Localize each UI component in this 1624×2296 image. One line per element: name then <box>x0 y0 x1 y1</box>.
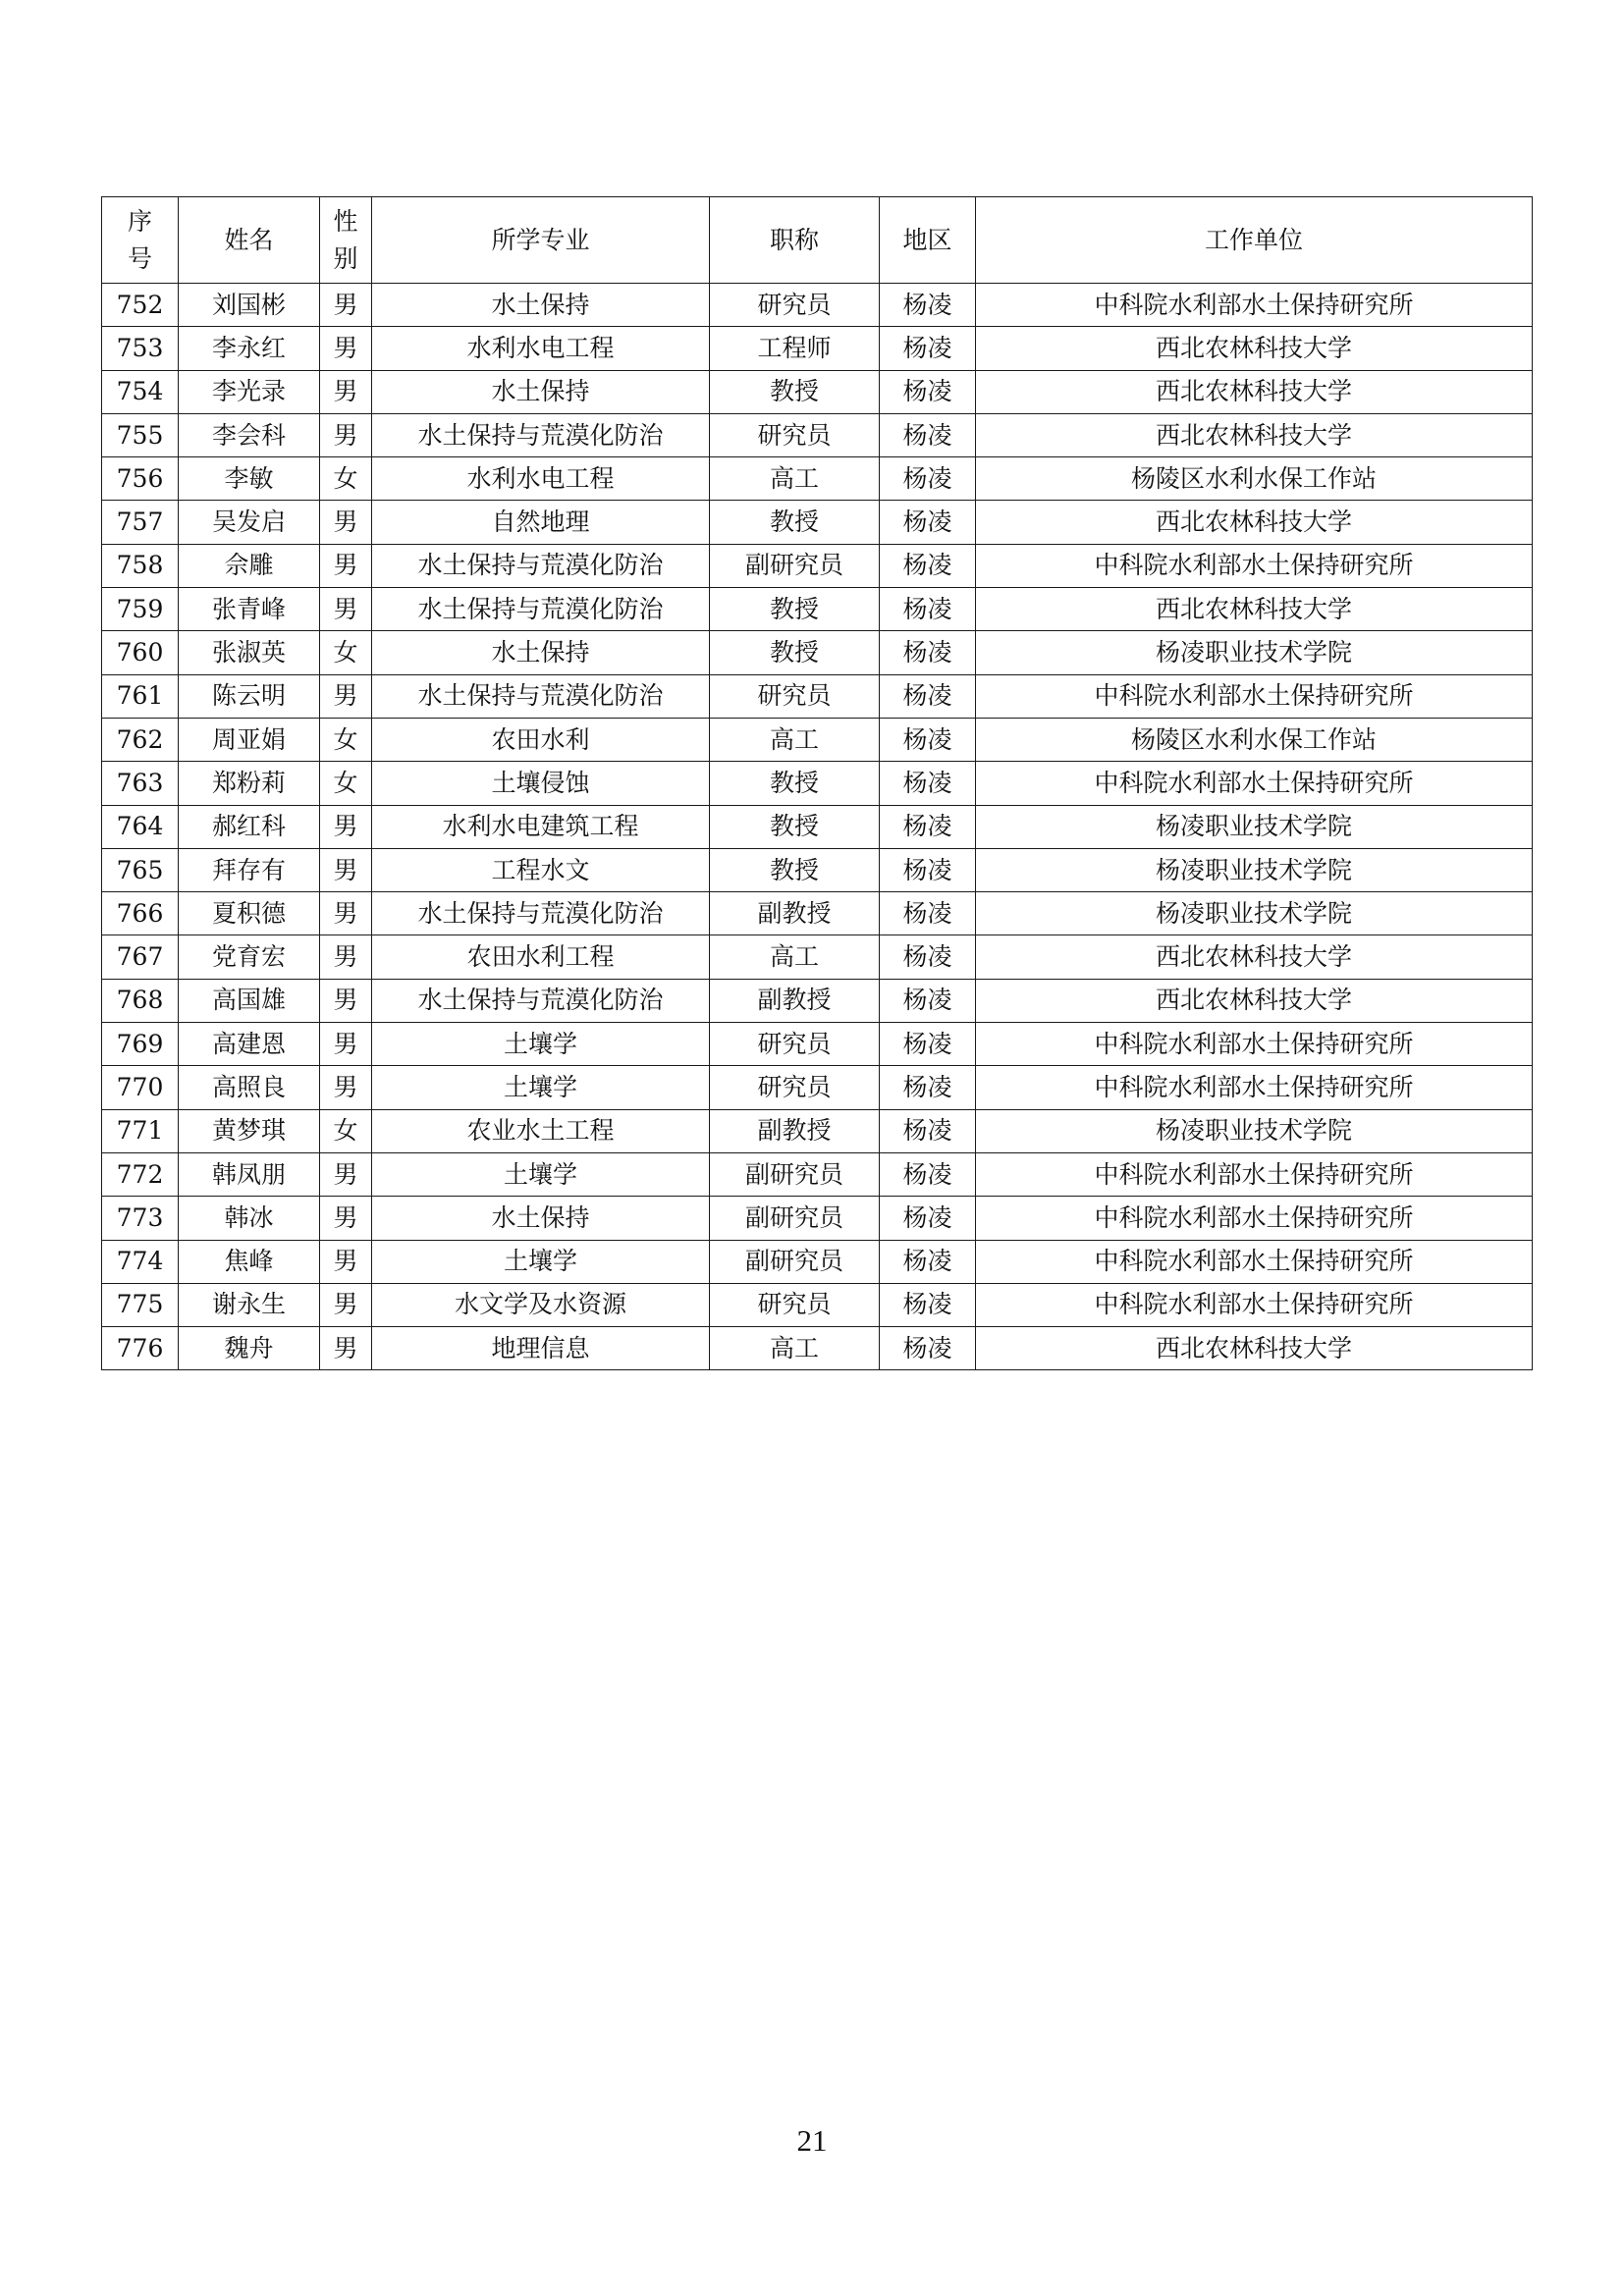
page-number: 21 <box>796 2123 828 2158</box>
cell-region: 杨凌 <box>880 370 976 413</box>
cell-index: 773 <box>102 1197 179 1240</box>
table-header <box>102 197 1533 284</box>
cell-gender: 男 <box>320 805 372 848</box>
cell-major: 土壤学 <box>372 1152 710 1196</box>
cell-major: 农田水利工程 <box>372 935 710 979</box>
cell-title: 教授 <box>710 631 880 674</box>
cell-major: 水土保持 <box>372 631 710 674</box>
table-row <box>102 1283 1533 1326</box>
cell-gender: 女 <box>320 762 372 805</box>
table-row <box>102 892 1533 935</box>
cell-gender: 男 <box>320 544 372 587</box>
cell-name: 李会科 <box>179 413 320 456</box>
cell-major: 自然地理 <box>372 501 710 544</box>
table-row <box>102 1066 1533 1109</box>
table-row <box>102 1023 1533 1066</box>
table-row <box>102 284 1533 327</box>
cell-title: 研究员 <box>710 413 880 456</box>
cell-index: 756 <box>102 457 179 501</box>
cell-title: 副研究员 <box>710 1240 880 1283</box>
cell-title: 工程师 <box>710 327 880 370</box>
cell-name: 拜存有 <box>179 848 320 891</box>
cell-major: 土壤学 <box>372 1066 710 1109</box>
header-name: 姓名 <box>179 197 320 284</box>
table-row <box>102 588 1533 631</box>
cell-gender: 男 <box>320 370 372 413</box>
cell-index: 767 <box>102 935 179 979</box>
cell-title: 副研究员 <box>710 1197 880 1240</box>
cell-name: 李光录 <box>179 370 320 413</box>
cell-name: 韩凤朋 <box>179 1152 320 1196</box>
cell-major: 工程水文 <box>372 848 710 891</box>
cell-major: 水土保持与荒漠化防治 <box>372 674 710 718</box>
table-row <box>102 718 1533 761</box>
cell-name: 夏积德 <box>179 892 320 935</box>
cell-index: 754 <box>102 370 179 413</box>
cell-region: 杨凌 <box>880 284 976 327</box>
cell-unit: 西北农林科技大学 <box>976 979 1533 1022</box>
cell-major: 水土保持 <box>372 284 710 327</box>
cell-index: 759 <box>102 588 179 631</box>
table-body <box>102 284 1533 1370</box>
table-row <box>102 370 1533 413</box>
cell-major: 水土保持与荒漠化防治 <box>372 588 710 631</box>
cell-major: 农田水利 <box>372 718 710 761</box>
cell-major: 水土保持与荒漠化防治 <box>372 979 710 1022</box>
cell-name: 李敏 <box>179 457 320 501</box>
cell-region: 杨凌 <box>880 1197 976 1240</box>
cell-unit: 杨凌职业技术学院 <box>976 1109 1533 1152</box>
cell-gender: 男 <box>320 848 372 891</box>
cell-name: 高建恩 <box>179 1023 320 1066</box>
table-row <box>102 848 1533 891</box>
cell-name: 郝红科 <box>179 805 320 848</box>
cell-unit: 中科院水利部水土保持研究所 <box>976 1152 1533 1196</box>
cell-gender: 女 <box>320 1109 372 1152</box>
cell-major: 水土保持与荒漠化防治 <box>372 413 710 456</box>
cell-region: 杨凌 <box>880 1066 976 1109</box>
header-title: 职称 <box>710 197 880 284</box>
cell-region: 杨凌 <box>880 1109 976 1152</box>
cell-unit: 西北农林科技大学 <box>976 370 1533 413</box>
cell-unit: 西北农林科技大学 <box>976 327 1533 370</box>
table-row <box>102 805 1533 848</box>
cell-index: 768 <box>102 979 179 1022</box>
cell-index: 755 <box>102 413 179 456</box>
cell-title: 教授 <box>710 848 880 891</box>
cell-major: 水土保持与荒漠化防治 <box>372 544 710 587</box>
cell-unit: 西北农林科技大学 <box>976 1327 1533 1370</box>
header-row <box>102 197 1533 284</box>
cell-unit: 西北农林科技大学 <box>976 413 1533 456</box>
cell-unit: 杨陵区水利水保工作站 <box>976 457 1533 501</box>
cell-region: 杨凌 <box>880 935 976 979</box>
table-row <box>102 327 1533 370</box>
cell-gender: 男 <box>320 1066 372 1109</box>
cell-unit: 中科院水利部水土保持研究所 <box>976 674 1533 718</box>
cell-index: 766 <box>102 892 179 935</box>
cell-region: 杨凌 <box>880 1240 976 1283</box>
cell-unit: 西北农林科技大学 <box>976 935 1533 979</box>
header-region: 地区 <box>880 197 976 284</box>
cell-name: 周亚娟 <box>179 718 320 761</box>
table-row <box>102 1197 1533 1240</box>
cell-region: 杨凌 <box>880 413 976 456</box>
table-row <box>102 1327 1533 1370</box>
cell-unit: 中科院水利部水土保持研究所 <box>976 1023 1533 1066</box>
cell-name: 张淑英 <box>179 631 320 674</box>
cell-name: 佘雕 <box>179 544 320 587</box>
table-row <box>102 1240 1533 1283</box>
cell-index: 764 <box>102 805 179 848</box>
cell-name: 谢永生 <box>179 1283 320 1326</box>
table-row <box>102 1152 1533 1196</box>
cell-major: 水文学及水资源 <box>372 1283 710 1326</box>
cell-gender: 男 <box>320 1240 372 1283</box>
cell-index: 760 <box>102 631 179 674</box>
cell-unit: 中科院水利部水土保持研究所 <box>976 1240 1533 1283</box>
table-row <box>102 1109 1533 1152</box>
cell-major: 水土保持 <box>372 370 710 413</box>
cell-unit: 中科院水利部水土保持研究所 <box>976 284 1533 327</box>
cell-gender: 男 <box>320 1023 372 1066</box>
cell-gender: 男 <box>320 327 372 370</box>
table-row <box>102 457 1533 501</box>
cell-region: 杨凌 <box>880 718 976 761</box>
cell-unit: 杨凌职业技术学院 <box>976 848 1533 891</box>
cell-major: 水土保持 <box>372 1197 710 1240</box>
cell-gender: 女 <box>320 457 372 501</box>
cell-gender: 男 <box>320 935 372 979</box>
cell-region: 杨凌 <box>880 762 976 805</box>
cell-region: 杨凌 <box>880 848 976 891</box>
cell-region: 杨凌 <box>880 1152 976 1196</box>
cell-index: 752 <box>102 284 179 327</box>
cell-index: 776 <box>102 1327 179 1370</box>
cell-region: 杨凌 <box>880 1283 976 1326</box>
cell-name: 高照良 <box>179 1066 320 1109</box>
cell-gender: 男 <box>320 674 372 718</box>
cell-region: 杨凌 <box>880 674 976 718</box>
cell-index: 765 <box>102 848 179 891</box>
cell-name: 焦峰 <box>179 1240 320 1283</box>
table-row <box>102 674 1533 718</box>
table-row <box>102 762 1533 805</box>
cell-index: 775 <box>102 1283 179 1326</box>
cell-region: 杨凌 <box>880 979 976 1022</box>
cell-unit: 中科院水利部水土保持研究所 <box>976 762 1533 805</box>
cell-region: 杨凌 <box>880 892 976 935</box>
cell-unit: 西北农林科技大学 <box>976 501 1533 544</box>
cell-region: 杨凌 <box>880 1327 976 1370</box>
cell-index: 763 <box>102 762 179 805</box>
cell-major: 水利水电建筑工程 <box>372 805 710 848</box>
cell-title: 研究员 <box>710 1066 880 1109</box>
cell-title: 高工 <box>710 718 880 761</box>
cell-region: 杨凌 <box>880 457 976 501</box>
cell-unit: 杨凌职业技术学院 <box>976 631 1533 674</box>
cell-title: 教授 <box>710 370 880 413</box>
cell-index: 770 <box>102 1066 179 1109</box>
cell-unit: 中科院水利部水土保持研究所 <box>976 1283 1533 1326</box>
cell-major: 土壤学 <box>372 1240 710 1283</box>
cell-index: 771 <box>102 1109 179 1152</box>
cell-title: 教授 <box>710 762 880 805</box>
cell-name: 李永红 <box>179 327 320 370</box>
cell-title: 研究员 <box>710 1283 880 1326</box>
cell-unit: 中科院水利部水土保持研究所 <box>976 1066 1533 1109</box>
cell-region: 杨凌 <box>880 327 976 370</box>
cell-title: 研究员 <box>710 674 880 718</box>
cell-index: 762 <box>102 718 179 761</box>
cell-index: 774 <box>102 1240 179 1283</box>
cell-major: 水利水电工程 <box>372 457 710 501</box>
cell-major: 水土保持与荒漠化防治 <box>372 892 710 935</box>
table-row <box>102 935 1533 979</box>
cell-title: 副教授 <box>710 1109 880 1152</box>
cell-index: 772 <box>102 1152 179 1196</box>
cell-index: 757 <box>102 501 179 544</box>
header-unit: 工作单位 <box>976 197 1533 284</box>
cell-region: 杨凌 <box>880 501 976 544</box>
cell-title: 副研究员 <box>710 1152 880 1196</box>
cell-gender: 男 <box>320 413 372 456</box>
cell-title: 高工 <box>710 1327 880 1370</box>
cell-gender: 男 <box>320 892 372 935</box>
cell-major: 农业水土工程 <box>372 1109 710 1152</box>
cell-title: 副研究员 <box>710 544 880 587</box>
cell-gender: 男 <box>320 1283 372 1326</box>
cell-unit: 杨凌职业技术学院 <box>976 805 1533 848</box>
cell-gender: 女 <box>320 631 372 674</box>
cell-title: 教授 <box>710 501 880 544</box>
cell-name: 高国雄 <box>179 979 320 1022</box>
cell-major: 地理信息 <box>372 1327 710 1370</box>
cell-title: 教授 <box>710 805 880 848</box>
cell-index: 761 <box>102 674 179 718</box>
cell-gender: 男 <box>320 284 372 327</box>
cell-index: 769 <box>102 1023 179 1066</box>
cell-major: 水利水电工程 <box>372 327 710 370</box>
cell-title: 教授 <box>710 588 880 631</box>
cell-unit: 杨陵区水利水保工作站 <box>976 718 1533 761</box>
cell-gender: 男 <box>320 501 372 544</box>
cell-title: 高工 <box>710 457 880 501</box>
cell-gender: 男 <box>320 1327 372 1370</box>
table-row <box>102 544 1533 587</box>
cell-title: 研究员 <box>710 284 880 327</box>
header-major: 所学专业 <box>372 197 710 284</box>
table-row <box>102 979 1533 1022</box>
cell-region: 杨凌 <box>880 805 976 848</box>
cell-gender: 男 <box>320 1197 372 1240</box>
cell-title: 副教授 <box>710 979 880 1022</box>
cell-major: 土壤侵蚀 <box>372 762 710 805</box>
cell-region: 杨凌 <box>880 588 976 631</box>
table-row <box>102 631 1533 674</box>
cell-unit: 中科院水利部水土保持研究所 <box>976 1197 1533 1240</box>
cell-index: 753 <box>102 327 179 370</box>
cell-gender: 男 <box>320 1152 372 1196</box>
cell-name: 郑粉莉 <box>179 762 320 805</box>
cell-index: 758 <box>102 544 179 587</box>
cell-region: 杨凌 <box>880 631 976 674</box>
cell-unit: 中科院水利部水土保持研究所 <box>976 544 1533 587</box>
cell-name: 黄梦琪 <box>179 1109 320 1152</box>
cell-title: 副教授 <box>710 892 880 935</box>
cell-gender: 男 <box>320 979 372 1022</box>
cell-name: 韩冰 <box>179 1197 320 1240</box>
cell-title: 高工 <box>710 935 880 979</box>
cell-unit: 杨凌职业技术学院 <box>976 892 1533 935</box>
cell-major: 土壤学 <box>372 1023 710 1066</box>
cell-gender: 男 <box>320 588 372 631</box>
cell-name: 党育宏 <box>179 935 320 979</box>
cell-name: 吴发启 <box>179 501 320 544</box>
cell-region: 杨凌 <box>880 544 976 587</box>
roster-table <box>101 196 1533 1370</box>
cell-unit: 西北农林科技大学 <box>976 588 1533 631</box>
table-row <box>102 413 1533 456</box>
table-row <box>102 501 1533 544</box>
cell-name: 魏舟 <box>179 1327 320 1370</box>
cell-name: 陈云明 <box>179 674 320 718</box>
cell-name: 刘国彬 <box>179 284 320 327</box>
cell-title: 研究员 <box>710 1023 880 1066</box>
cell-region: 杨凌 <box>880 1023 976 1066</box>
header-gender: 性别 <box>320 197 372 284</box>
cell-name: 张青峰 <box>179 588 320 631</box>
cell-gender: 女 <box>320 718 372 761</box>
header-index: 序号 <box>102 197 179 284</box>
